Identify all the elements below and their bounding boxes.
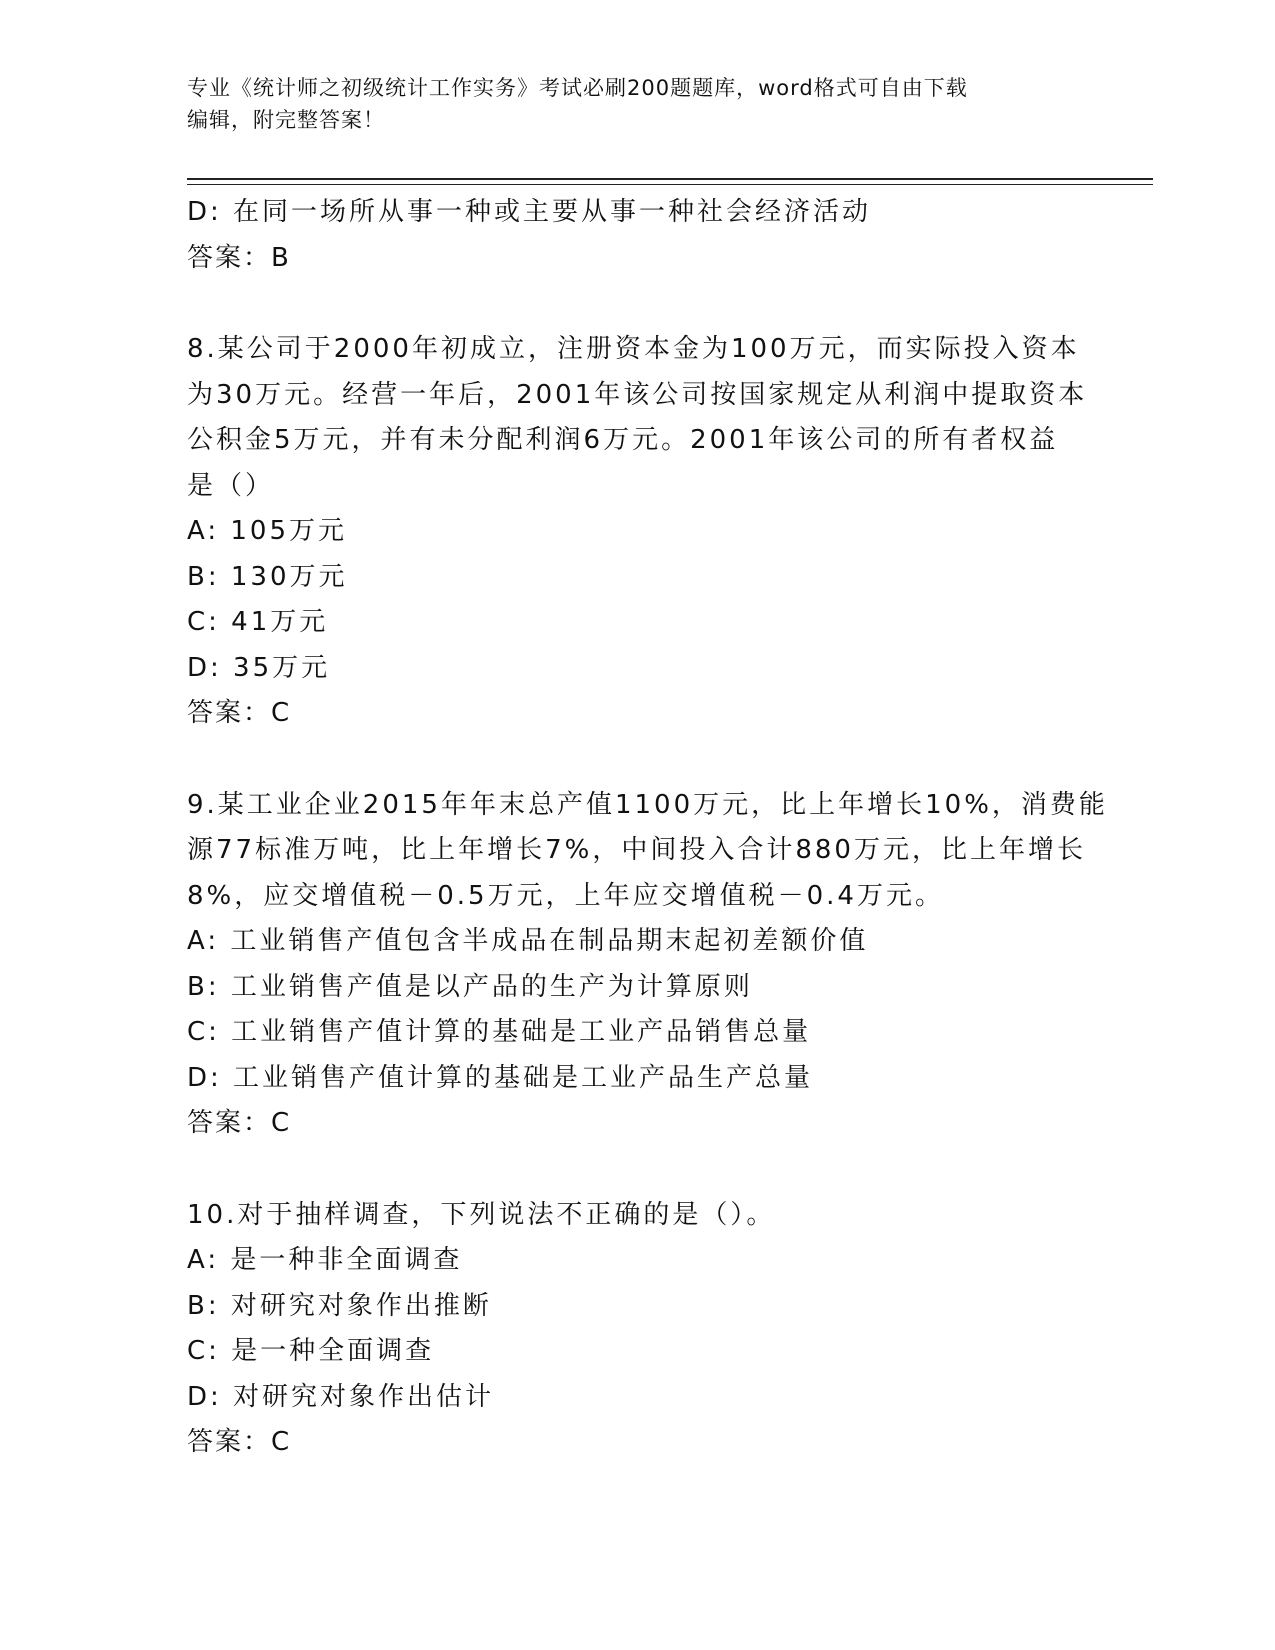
prev-question-tail [187,190,1087,281]
option-c: C: 是一种全面调查 [187,1336,435,1366]
question-text-line: 8%，应交增值税－0.5万元，上年应交增值税－0.4万元。 [187,880,944,911]
option-d: D: 工业销售产值计算的基础是工业产品生产总量 [187,1062,814,1093]
answer: 答案：C [187,1108,292,1138]
option-a: A: 105万元 [187,516,347,546]
answer: 答案：C [187,1427,292,1457]
option-d: D: 对研究对象作出估计 [187,1381,495,1412]
option-d: D: 在同一场所从事一种或主要从事一种社会经济活动 [187,197,872,227]
question-text-line: 是（） [187,470,275,501]
question-text-line: 源77标准万吨，比上年增长7%，中间投入合计880万元，比上年增长 [187,835,1086,865]
header-rule-thin [187,184,1153,185]
option-b: B: 130万元 [187,561,348,592]
option-b: B: 对研究对象作出推断 [187,1290,492,1321]
option-b: B: 工业销售产值是以产品的生产为计算原则 [187,971,753,1002]
question-8 [187,327,1087,737]
option-a: A: 工业销售产值包含半成品在制品期末起初差额价值 [187,926,869,956]
option-c: C: 41万元 [187,607,329,637]
header-line-2: 编辑，附完整答案！ [187,108,385,132]
question-text-line: 9.某工业企业2015年年末总产值1100万元，比上年增长10%，消费能 [187,789,1108,820]
question-list [187,190,1108,1466]
question-text-line: 为30万元。经营一年后，2001年该公司按国家规定从利润中提取资本 [187,379,1088,410]
option-c: C: 工业销售产值计算的基础是工业产品销售总量 [187,1017,812,1047]
option-a: A: 是一种非全面调查 [187,1245,463,1275]
document-header [187,72,1067,136]
question-text-line: 10.对于抽样调查，下列说法不正确的是（）。 [187,1199,776,1230]
question-text-line: 8.某公司于2000年初成立，注册资本金为100万元，而实际投入资本 [187,334,1080,364]
question-10 [187,1193,1087,1466]
question-text-line: 公积金5万元，并有未分配利润6万元。2001年该公司的所有者权益 [187,425,1059,455]
question-9 [187,783,1108,1147]
header-rule-thick [187,178,1153,180]
header-line-1: 专业《统计师之初级统计工作实务》考试必刷200题题库，word格式可自由下载 [187,76,968,100]
answer: 答案：C [187,698,292,728]
answer: 答案：B [187,242,291,273]
option-d: D: 35万元 [187,652,331,683]
